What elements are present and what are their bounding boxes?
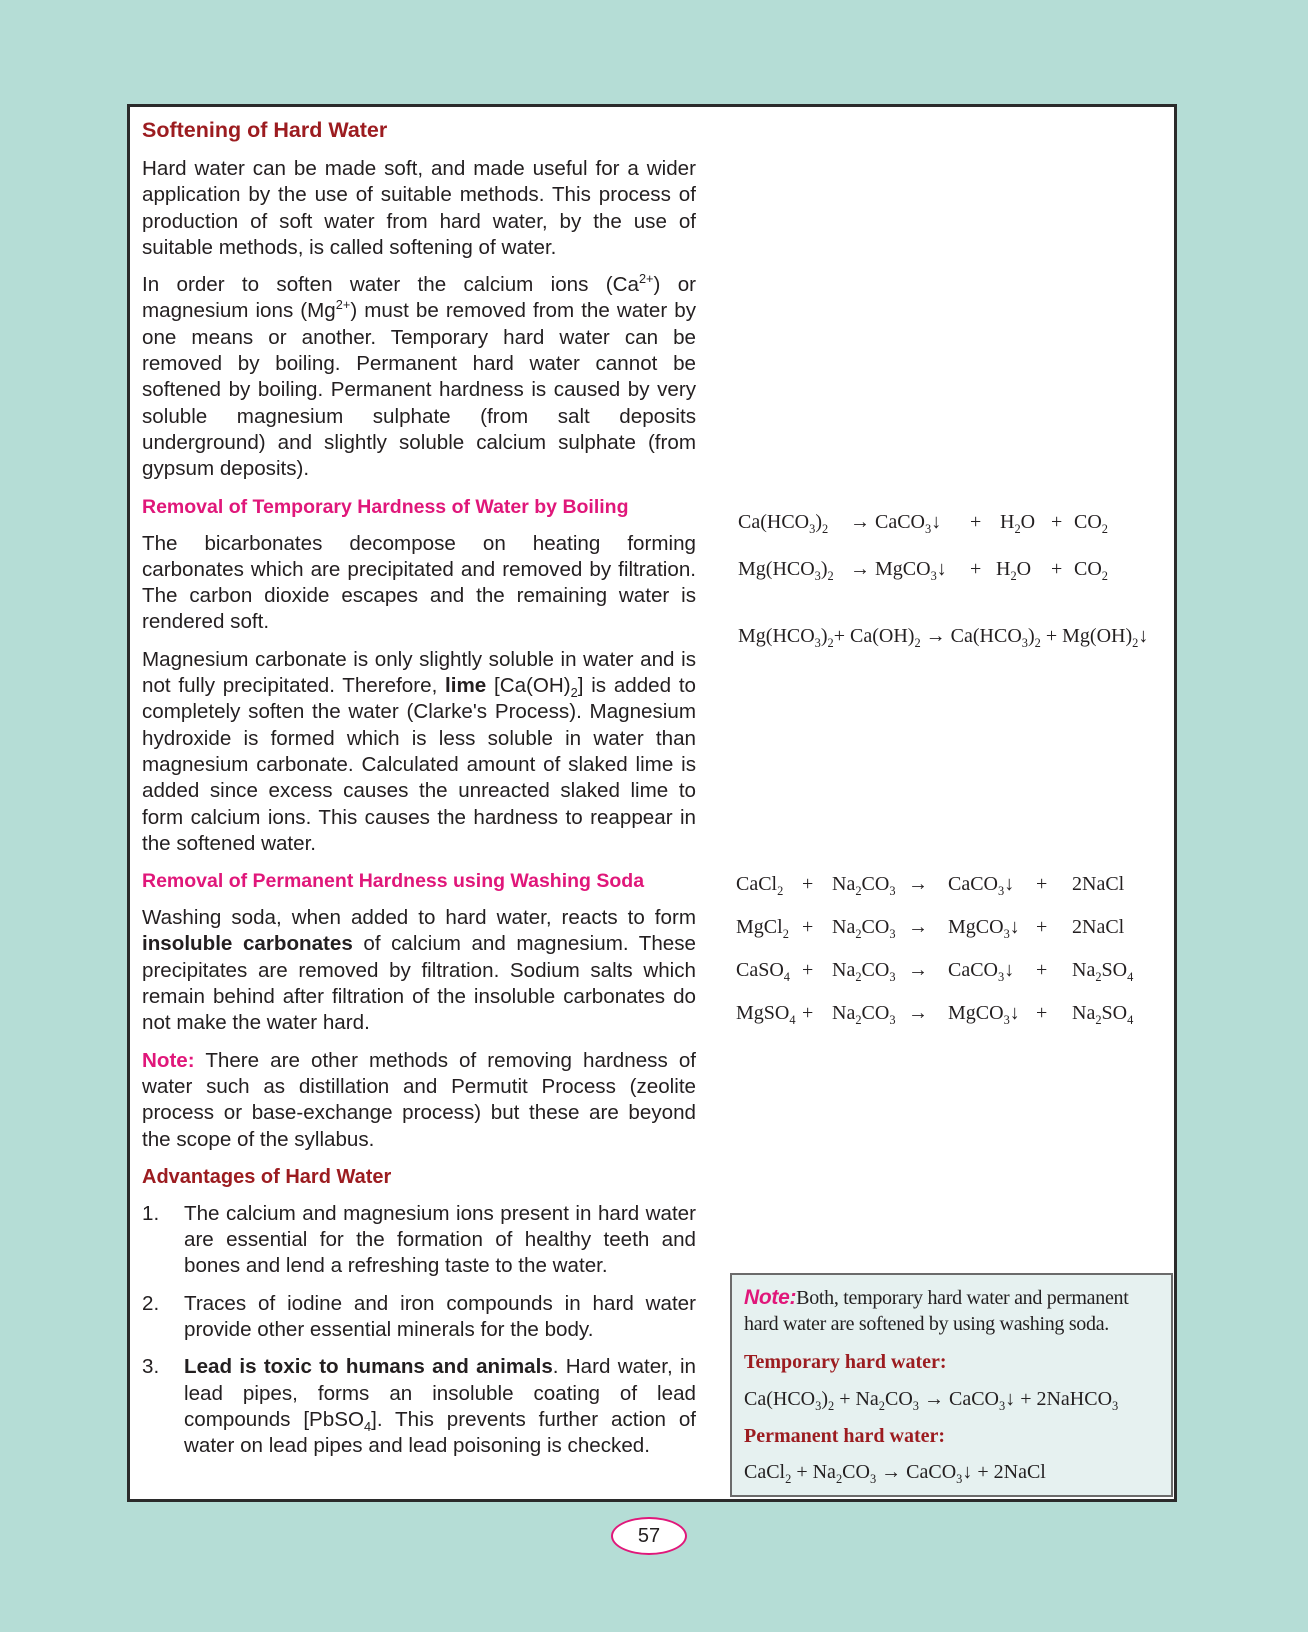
product: $Na_2SO_4$ [1072,1002,1134,1027]
superscript: 2+ [638,271,654,287]
reactant: $Na_2CO_3$ [832,959,896,984]
plus-sign: + [970,511,982,533]
plus-sign: + [1051,511,1063,533]
product: 2NaCl [1072,873,1125,895]
superscript: 2+ [335,297,351,313]
subheading-temporary: Removal of Temporary Hardness of Water by Boiling [142,495,629,518]
text: ]. This prevents further action of water on lead pipes and lead poisoning is checked. [184,1407,697,1458]
note-paragraph [142,1048,696,1153]
product: $H_2O$ [1000,511,1036,536]
plus-sign: + [1051,558,1063,580]
note-label: Note: [744,1286,797,1309]
subheading-advantages: Advantages of Hard Water [142,1165,392,1188]
arrow: → [908,1002,928,1024]
plus-sign: + [802,1002,814,1024]
permanent-heading: Permanent hard water: [744,1425,946,1447]
temporary-equation: $Ca(HCO_3)_2 + Na_2CO_3$ → CaCO$_3$↓ + 2NaHCO$_3$ [744,1388,1119,1413]
note-box-text [744,1285,1164,1337]
plus-sign: + [1036,1002,1048,1024]
product: → MgCO$_3$↓ [850,558,947,583]
plus-sign: + [1036,873,1048,895]
text: The calcium and magnesium ions present in hard water are essential for the formation of healthy teeth and bones and lend a refreshing taste to the water. [184,1201,696,1278]
reactant: $Ca(HCO_3)_2$ [738,511,829,536]
plus-sign: + [802,916,814,938]
page-number: 57 [611,1517,687,1555]
plus-sign: + [802,873,814,895]
arrow: → [908,916,928,938]
reactant: CaSO$_4$ [736,959,790,984]
text: ] is added to completely soften the water (Clarke's Process). Magnesium hydroxide is formed which is less soluble in water than magnesium carbonate. Calculated amount of slaked lime is added since excess causes the unreacted slaked lime to form calcium ions. This causes the hardness to reappear in the softened water. [142,674,696,855]
bold-text: lime [445,674,487,698]
text: In order to soften water the calcium ions (Ca [142,273,639,297]
arrow: → [908,959,928,981]
plus-sign: + [970,558,982,580]
paragraph-ions [142,272,696,482]
product: MgCO$_3$↓ [948,916,1020,941]
product: → CaCO$_3$↓ [850,511,942,536]
subscript: 2 [570,685,578,701]
product: $H_2O$ [996,558,1032,583]
product: CaCO$_3$↓ [948,873,1015,898]
temporary-heading: Temporary hard water: [744,1351,947,1373]
arrow: → [908,873,928,895]
reactant: MgCl$_2$ [736,916,789,941]
text: There are other methods of removing hardness of water such as distillation and Permutit Process (zeolite process or base-exchange process) but these are beyond the scope of the syllabus. [142,1048,696,1151]
list-item [142,1201,696,1280]
reactant: CaCl$_2$ [736,873,784,898]
text: Washing soda, when added to hard water, reacts to form [142,906,696,930]
text: Both, temporary hard water and permanent hard water are softened by using washing soda. [744,1287,1129,1335]
text: . Hard water, in lead pipes, forms an insoluble coating of lead compounds [PbSO [184,1355,696,1431]
list-item [142,1291,696,1344]
text: Traces of iodine and iron compounds in hard water provide other essential minerals for the body. [184,1291,696,1341]
reactant: $Na_2CO_3$ [832,873,896,898]
equation-clarke: $Mg(HCO_3)_2+ Ca(OH)_2 \to Ca(HCO_3)_2$ + $Mg(OH)_2↓$ [738,625,1149,650]
product: MgCO$_3$↓ [948,1002,1020,1027]
note-label: Note: [142,1048,195,1072]
reactant: MgSO$_4$ [736,1002,796,1027]
subheading-permanent: Removal of Permanent Hardness using Washing Soda [142,870,645,893]
list-number: 3. [142,1355,160,1379]
advantages-list [142,1201,696,1460]
text: of calcium and magnesium. These precipitates are removed by filtration. Sodium salts which remain behind after filtration of the insoluble carbonates do not make the water hard. [142,932,696,1035]
text: ) or magnesium ions (Mg [142,273,696,323]
paragraph-intro: Hard water can be made soft, and made useful for a wider application by the use of suitable methods. This process of production of soft water from hard water, by the use of suitable methods, is called softening of water. [142,157,696,259]
left-column [142,111,696,1470]
bold-text: insoluble carbonates [142,932,353,956]
bold-text: Lead is toxic to humans and animals [184,1355,553,1379]
product: CaCO$_3$↓ [948,959,1015,984]
list-item [142,1354,696,1459]
note-box [730,1273,1173,1497]
product: $CO_2$ [1074,511,1108,536]
permanent-equation: CaCl$_2$ + $Na_2CO_3$ → CaCO$_3$↓ + 2NaCl [744,1461,1046,1486]
list-number: 1. [142,1201,160,1225]
paragraph-clarke [142,647,696,857]
product: 2NaCl [1072,916,1125,938]
content-panel [127,104,1177,1502]
text: [Ca(OH) [486,674,571,698]
paragraph-bicarbonates: The bicarbonates decompose on heating forming carbonates which are precipitated and removed by filtration. The carbon dioxide escapes and the remaining water is rendered soft. [142,531,696,634]
plus-sign: + [802,959,814,981]
section-heading: Softening of Hard Water [142,118,388,142]
plus-sign: + [1036,959,1048,981]
reactant: $Na_2CO_3$ [832,1002,896,1027]
product: $Na_2SO_4$ [1072,959,1134,984]
paragraph-washing-soda [142,905,696,1036]
product: $CO_2$ [1074,558,1108,583]
list-number: 2. [142,1291,160,1315]
reactant: $Na_2CO_3$ [832,916,896,941]
reactant: $Mg(HCO_3)_2$ [738,558,834,583]
plus-sign: + [1036,916,1048,938]
text: ) must be removed from the water by one means or another. Temporary hard water can be removed by boiling. Permanent hard water cannot be softened by boiling. Permanent hardness is caused by very soluble magnesium sulphate (from salt deposits underground) and slightly soluble calcium sulphate (from gypsum deposits). [142,299,696,481]
text: Magnesium carbonate is only slightly soluble in water and is not fully precipitated. Therefore, [142,647,696,698]
subscript: 4 [364,1418,372,1434]
